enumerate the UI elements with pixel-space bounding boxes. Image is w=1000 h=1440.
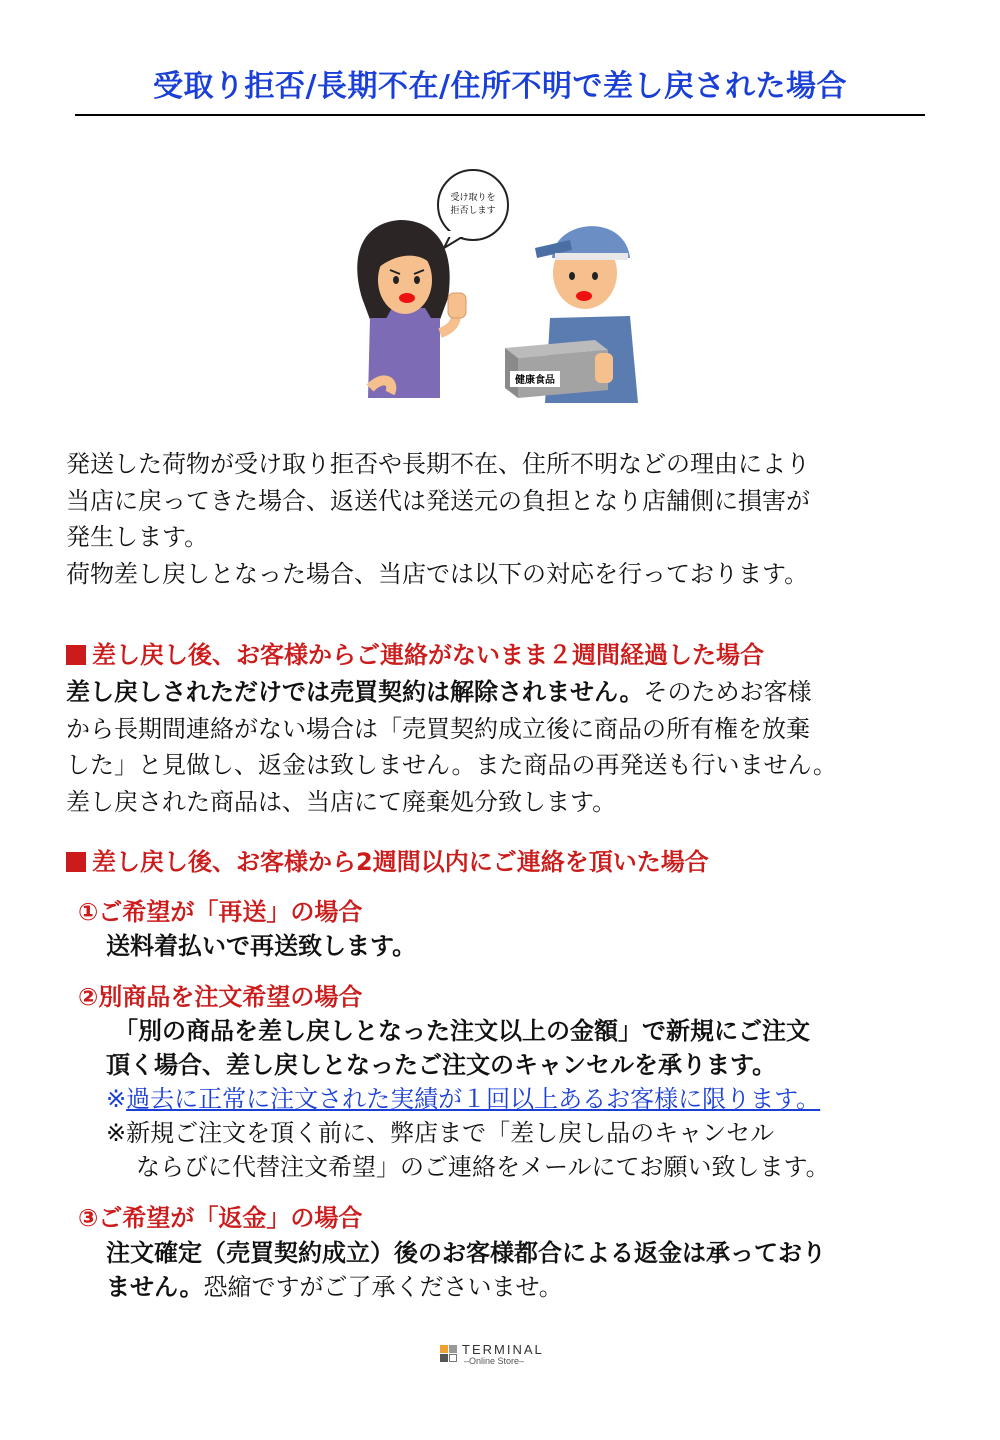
case1-body: 送料着払いで再送致します。: [106, 932, 417, 960]
section1-text: 差し戻された商品は、当店にて廃棄処分致します。: [66, 787, 617, 816]
case1-heading: ①ご希望が「再送」の場合: [78, 898, 363, 926]
case2-note: ならびに代替注文希望」のご連絡をメールにてお願い致します。: [136, 1153, 830, 1181]
package-box: [505, 340, 613, 398]
section2-heading: [66, 845, 709, 879]
intro-line: 発送した荷物が受け取り拒否や長期不在、住所不明などの理由により: [66, 450, 810, 478]
section1-text: そのためお客様: [643, 678, 812, 706]
note-mark: ※: [106, 1085, 127, 1113]
square-bullet-icon: [66, 645, 86, 665]
case3-heading: ③ご希望が「返金」の場合: [78, 1204, 363, 1232]
section1-heading-text: 差し戻し後、お客様からご連絡がないまま２週間経過した場合: [92, 641, 764, 669]
case3-text: 恐縮ですがご了承くださいませ。: [203, 1273, 563, 1301]
intro-paragraph: [66, 446, 946, 592]
case2-text: 「別の商品を差し戻しとなった注文以上の金額」で新規にご注文: [114, 1017, 810, 1045]
box-label: 健康食品: [515, 375, 555, 386]
case3-bold-text: ません。: [106, 1273, 204, 1301]
logo-name: TERMINAL: [462, 1342, 544, 1357]
intro-line: 荷物差し戻しとなった場合、当店では以下の対応を行っております。: [66, 559, 809, 588]
case2-text: 頂く場合、差し戻しとなったご注文のキャンセルを承ります。: [106, 1051, 777, 1079]
square-bullet-icon: [66, 852, 86, 872]
section1-heading: [66, 638, 764, 672]
section1-bold-text: 差し戻しされただけでは売買契約は解除されません。: [66, 678, 644, 706]
case3-body: [106, 1236, 826, 1304]
case2-body: [106, 1014, 830, 1184]
section1-body: [66, 674, 956, 820]
case2-note: ※新規ご注文を頂く前に、弊店まで「差し戻し品のキャンセル: [106, 1119, 775, 1147]
page-title: 受取り拒否/長期不在/住所不明で差し戻された場合: [153, 69, 847, 104]
speech-text-1: 受け取りを: [450, 193, 496, 203]
section1-text: から長期間連絡がない場合は「売買契約成立後に商品の所有権を放棄: [66, 714, 810, 743]
eligibility-link[interactable]: 過去に正常に注文された実績が１回以上あるお客様に限ります。: [126, 1085, 821, 1113]
woman-figure: [357, 220, 466, 398]
speech-bubble: [438, 170, 508, 240]
title-underline: [75, 114, 925, 116]
speech-text-2: 拒否します: [450, 206, 496, 216]
intro-line: 当店に戻ってきた場合、返送代は発送元の負担となり店舗側に損害が: [66, 486, 810, 515]
section2-heading-text: 差し戻し後、お客様から2週間以内にご連絡を頂いた場合: [92, 848, 709, 876]
section1-text: した」と見做し、返金は致しません。また商品の再発送も行いません。: [66, 751, 837, 779]
logo-squares-icon: [440, 1345, 458, 1363]
case3-text: 注文確定（売買契約成立）後のお客様都合による返金は承っており: [106, 1239, 826, 1267]
intro-line: 発生します。: [66, 523, 209, 551]
case2-heading: ②別商品を注文希望の場合: [78, 983, 363, 1011]
terminal-logo: [440, 1342, 570, 1372]
refusal-illustration: [340, 158, 660, 408]
logo-subtitle: –Online Store–: [464, 1356, 525, 1366]
